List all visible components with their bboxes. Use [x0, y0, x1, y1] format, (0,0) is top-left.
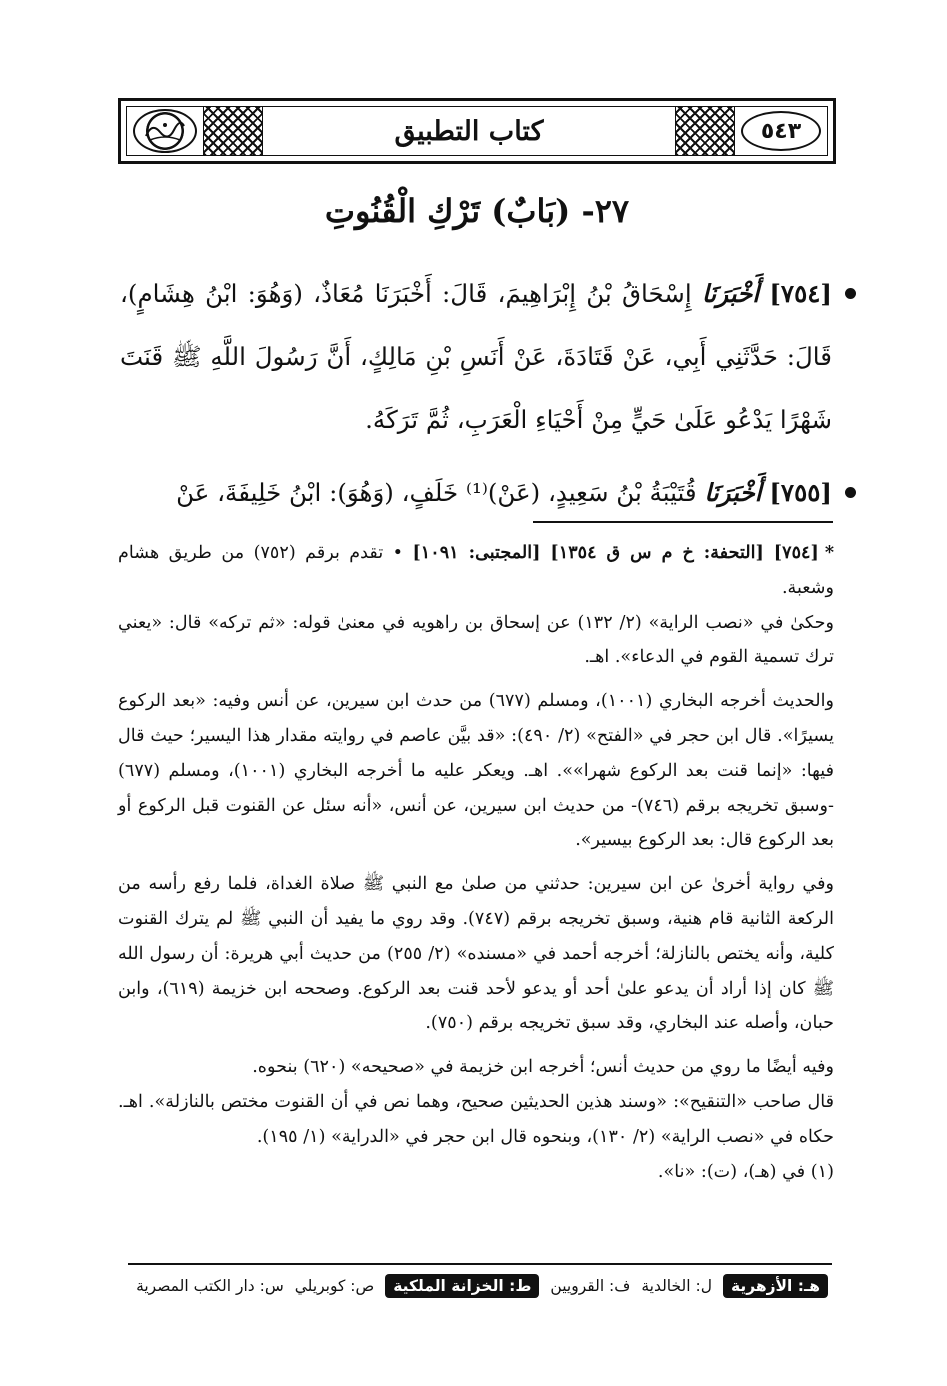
legend-t: ط: الخزانة الملكية — [385, 1274, 539, 1298]
legend-h: هـ: الأزهرية — [723, 1274, 828, 1298]
note-paragraph-4: وفيه أيضًا ما روي من حديث أنس؛ أخرجه ابن خزيمة في «صحيحه» (٦٢٠) بنحوه. — [252, 1057, 834, 1078]
hadith-bullet-icon — [845, 487, 856, 498]
legend-f: ف: القرويين — [550, 1277, 631, 1295]
legend-rule — [128, 1263, 832, 1265]
note-star-icon: * — [824, 542, 835, 563]
hadith-text: قُتَيْبَةُ بْنُ سَعِيدٍ، (عَنْ)⁽¹⁾ خَلَفٍ، (وَهُوَ): ابْنُ خَلِيفَةَ، عَنْ — [176, 478, 705, 507]
legend-l: ل: الخالدية — [641, 1277, 712, 1295]
hadith-text: إِسْحَاقُ بْنُ إِبْرَاهِيمَ، قَالَ: أَخْبَرَنَا مُعَاذٌ، (وَهُوَ: ابْنُ هِشَامٍ)، قَالَ: حَدَّثَنِي أَبِي، عَنْ قَتَادَةَ، عَنْ أَنَسِ بْنِ مَالِكٍ، أَنَّ رَسُولَ اللَّهِ ﷺ قَنَتَ شَهْرًا يَدْعُو عَلَىٰ حَيٍّ مِنْ أَحْيَاءِ الْعَرَبِ، ثُمَّ تَرَكَهُ. — [120, 279, 832, 434]
hadith-akhbarana: أَخْبَرَنَا — [701, 279, 760, 308]
header-ornament-right — [675, 107, 735, 155]
footnote-separator — [533, 521, 833, 523]
note-paragraph-2: والحديث أخرجه البخاري (١٠٠١)، ومسلم (٦٧٧) من حدث ابن سيرين، عن أنس وفيه: «بعد الركوع يسيرًا». قال ابن حجر في «الفتح» (٢/ ٤٩٠): «قد بيَّن عاصم في روايته مقدار هذا اليسير؛ حيث قال فيها: «إنما قنت بعد الركوع شهرا»». اهـ. ويعكر عليه ما أخرجه البخاري (١٠٠١)، ومسلم (٦٧٧) -وسبق تخريجه برقم (٧٤٦)- من حديث ابن سيرين، عن أنس، «أنه سئل عن القنوت قبل الركوع أو بعد الركوع قال: بعد الركوع بيسير». — [118, 691, 834, 851]
manuscript-legend — [136, 1269, 828, 1303]
legend-sad: ص: كوبريلي — [294, 1277, 375, 1295]
header-inner-frame — [126, 106, 828, 156]
note-paragraph-1: وحكىٰ في «نصب الراية» (٢/ ١٣٢) عن إسحاق بن راهويه في معنىٰ قوله: «ثم تركه» قال: «يعني ترك تسمية القوم في الدعاء». اهـ. — [118, 612, 834, 668]
calligraphy-logo-icon — [140, 116, 190, 146]
note-paragraph-5: قال صاحب «التنقيح»: «وسند هذين الحديثين صحيح، وهما نص في أن القنوت مختص بالنازلة». اهـ. حكاه في «نصب الراية» (٢/ ١٣٠)، وبنحوه قال ابن حجر في «الدراية» (١/ ١٩٥). — [118, 1091, 834, 1147]
page-number: ٥٤٣ — [741, 111, 821, 151]
footnote-1: (١) في (هـ)، (ت): «نا». — [657, 1161, 834, 1182]
note-reference: [٧٥٤] [التحفة: خ م س ق ١٣٥٤] [المجتبى: ١٠٩١] — [412, 542, 819, 563]
note-head — [118, 536, 834, 606]
chapter-heading: ٢٧- (بَابٌ) تَرْكِ الْقُنُوتِ — [324, 192, 630, 230]
book-title: كتاب التطبيق — [394, 115, 544, 147]
main-text — [120, 262, 832, 524]
legend-s: س: دار الكتب المصرية — [136, 1277, 284, 1295]
hadith-bullet-icon — [845, 288, 856, 299]
note-paragraph-3: وفي رواية أخرىٰ عن ابن سيرين: حدثني من صلىٰ مع النبي ﷺ صلاة الغداة، فلما رفع رأسه من الركعة الثانية قام هنية، وسبق تخريجه برقم (٧٤٧). وقد روي ما يفيد أن النبي ﷺ لم يترك القنوت كلية، وأنه يختص بالنازلة؛ أخرجه أحمد في «مسنده» (٢/ ٢٥٥) من حديث أبي هريرة: أن رسول الله ﷺ كان إذا أراد أن يدعو علىٰ أحد أو يدعو لأحد قنت بعد الركوع. وصححه ابن خزيمة (٦١٩)، وابن حبان، وأصله عند البخاري، وقد سبق تخريجه برقم (٧٥٠). — [118, 874, 835, 1034]
page-header — [118, 98, 836, 164]
book-logo-medallion — [133, 109, 197, 153]
hadith-akhbarana: أَخْبَرَنَا — [704, 478, 762, 507]
hadith-755 — [120, 461, 832, 524]
hadith-number: [٧٥٥] — [769, 478, 832, 507]
commentary-notes — [118, 536, 834, 1189]
header-ornament-left — [203, 107, 263, 155]
hadith-754 — [120, 262, 832, 451]
note-head-text: • تقدم برقم (٧٥٢) من طريق هشام وشعبة. — [118, 543, 834, 598]
hadith-number: [٧٥٤] — [769, 279, 832, 308]
